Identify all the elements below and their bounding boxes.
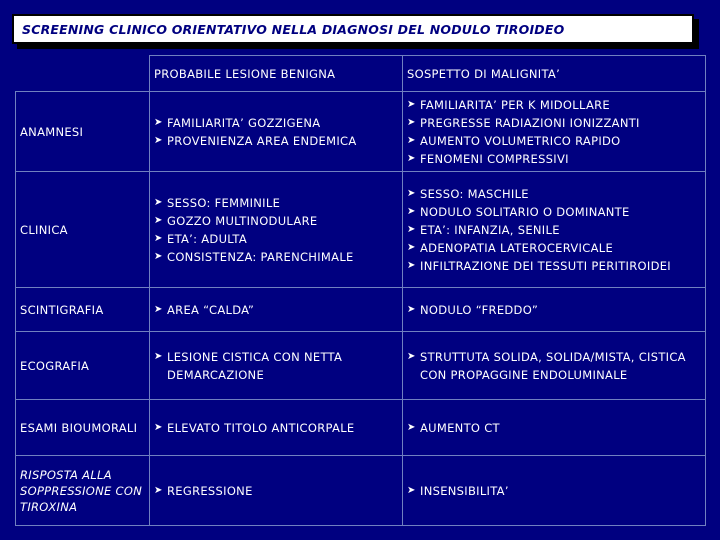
malignant-cell — [403, 172, 706, 288]
benign-cell — [150, 92, 403, 172]
table-row — [16, 288, 706, 332]
header-benign: PROBABILE LESIONE BENIGNA — [150, 56, 403, 92]
malignant-list — [407, 482, 701, 500]
list-item-text: REGRESSIONE — [167, 483, 253, 498]
arrow-bullet-icon: ➤ — [154, 116, 163, 128]
list-item — [407, 185, 701, 203]
arrow-bullet-icon: ➤ — [407, 152, 416, 164]
table-row — [16, 456, 706, 526]
list-item — [407, 301, 701, 319]
arrow-bullet-icon: ➤ — [154, 484, 163, 496]
list-item — [154, 419, 398, 437]
list-item-text: SESSO: MASCHILE — [420, 186, 529, 201]
list-item-text: NODULO SOLITARIO O DOMINANTE — [420, 204, 630, 219]
list-item-text: NODULO “FREDDO” — [420, 302, 539, 317]
benign-list — [154, 194, 398, 266]
arrow-bullet-icon: ➤ — [154, 421, 163, 433]
arrow-bullet-icon: ➤ — [407, 241, 416, 253]
list-item — [154, 212, 398, 230]
row-label: RISPOSTA ALLA SOPPRESSIONE CON TIROXINA — [16, 456, 150, 526]
arrow-bullet-icon: ➤ — [407, 98, 416, 110]
table-row — [16, 400, 706, 456]
list-item — [154, 230, 398, 248]
list-item — [407, 114, 701, 132]
table-row — [16, 92, 706, 172]
list-item-text: ETA’: ADULTA — [167, 231, 248, 246]
list-item — [154, 482, 398, 500]
arrow-bullet-icon: ➤ — [154, 303, 163, 315]
benign-cell — [150, 288, 403, 332]
list-item-text: LESIONE CISTICA CON NETTA DEMARCAZIONE — [167, 349, 343, 382]
row-label: CLINICA — [16, 172, 150, 288]
benign-list — [154, 348, 398, 384]
arrow-bullet-icon: ➤ — [407, 303, 416, 315]
malignant-cell — [403, 92, 706, 172]
list-item — [407, 348, 701, 384]
arrow-bullet-icon: ➤ — [407, 223, 416, 235]
malignant-cell — [403, 332, 706, 400]
malignant-list — [407, 301, 701, 319]
list-item-text: PROVENIENZA AREA ENDEMICA — [167, 133, 357, 148]
benign-cell — [150, 400, 403, 456]
malignant-list — [407, 96, 701, 168]
arrow-bullet-icon: ➤ — [154, 196, 163, 208]
list-item — [407, 221, 701, 239]
list-item — [407, 257, 701, 275]
malignant-cell — [403, 288, 706, 332]
row-label: ESAMI BIOUMORALI — [16, 400, 150, 456]
list-item-text: FAMILIARITA’ PER K MIDOLLARE — [420, 97, 610, 112]
list-item-text: INSENSIBILITA’ — [420, 483, 509, 498]
list-item — [407, 96, 701, 114]
list-item — [407, 239, 701, 257]
page-title: SCREENING CLINICO ORIENTATIVO NELLA DIAGNOSI DEL NODULO TIROIDEO — [22, 21, 565, 37]
arrow-bullet-icon: ➤ — [154, 232, 163, 244]
list-item-text: AUMENTO VOLUMETRICO RAPIDO — [420, 133, 621, 148]
list-item-text: AUMENTO CT — [420, 420, 500, 435]
list-item — [154, 301, 398, 319]
list-item-text: STRUTTUTA SOLIDA, SOLIDA/MISTA, CISTICA CON PROPAGGINE ENDOLUMINALE — [420, 349, 686, 382]
benign-list — [154, 419, 398, 437]
benign-cell — [150, 332, 403, 400]
arrow-bullet-icon: ➤ — [154, 134, 163, 146]
arrow-bullet-icon: ➤ — [407, 421, 416, 433]
malignant-list — [407, 419, 701, 437]
benign-cell — [150, 456, 403, 526]
header-row — [16, 56, 706, 92]
list-item-text: SESSO: FEMMINILE — [167, 195, 281, 210]
list-item — [407, 419, 701, 437]
table-row — [16, 172, 706, 288]
list-item-text: AREA “CALDA” — [167, 302, 255, 317]
malignant-list — [407, 348, 701, 384]
arrow-bullet-icon: ➤ — [407, 116, 416, 128]
arrow-bullet-icon: ➤ — [154, 214, 163, 226]
list-item-text: ETA’: INFANZIA, SENILE — [420, 222, 560, 237]
malignant-cell — [403, 456, 706, 526]
list-item — [154, 132, 398, 150]
list-item-text: PREGRESSE RADIAZIONI IONIZZANTI — [420, 115, 640, 130]
corner-cell — [16, 56, 150, 92]
arrow-bullet-icon: ➤ — [154, 350, 163, 362]
arrow-bullet-icon: ➤ — [407, 134, 416, 146]
list-item — [407, 150, 701, 168]
benign-list — [154, 114, 398, 150]
list-item — [407, 132, 701, 150]
table-row — [16, 332, 706, 400]
title-box — [12, 14, 694, 44]
list-item — [154, 248, 398, 266]
row-label: ANAMNESI — [16, 92, 150, 172]
arrow-bullet-icon: ➤ — [407, 205, 416, 217]
row-label: SCINTIGRAFIA — [16, 288, 150, 332]
list-item — [154, 194, 398, 212]
list-item — [154, 348, 398, 384]
arrow-bullet-icon: ➤ — [407, 484, 416, 496]
list-item — [407, 482, 701, 500]
benign-list — [154, 301, 398, 319]
list-item-text: ELEVATO TITOLO ANTICORPALE — [167, 420, 355, 435]
malignant-list — [407, 185, 701, 275]
list-item — [407, 203, 701, 221]
benign-list — [154, 482, 398, 500]
row-label: ECOGRAFIA — [16, 332, 150, 400]
arrow-bullet-icon: ➤ — [407, 187, 416, 199]
arrow-bullet-icon: ➤ — [407, 350, 416, 362]
arrow-bullet-icon: ➤ — [407, 259, 416, 271]
screening-table — [15, 55, 706, 526]
list-item-text: FAMILIARITA’ GOZZIGENA — [167, 115, 321, 130]
list-item-text: FENOMENI COMPRESSIVI — [420, 151, 569, 166]
malignant-cell — [403, 400, 706, 456]
list-item-text: CONSISTENZA: PARENCHIMALE — [167, 249, 354, 264]
list-item-text: GOZZO MULTINODULARE — [167, 213, 318, 228]
list-item-text: ADENOPATIA LATEROCERVICALE — [420, 240, 614, 255]
header-malignant: SOSPETTO DI MALIGNITA’ — [403, 56, 706, 92]
benign-cell — [150, 172, 403, 288]
list-item-text: INFILTRAZIONE DEI TESSUTI PERITIROIDEI — [420, 258, 671, 273]
arrow-bullet-icon: ➤ — [154, 250, 163, 262]
list-item — [154, 114, 398, 132]
